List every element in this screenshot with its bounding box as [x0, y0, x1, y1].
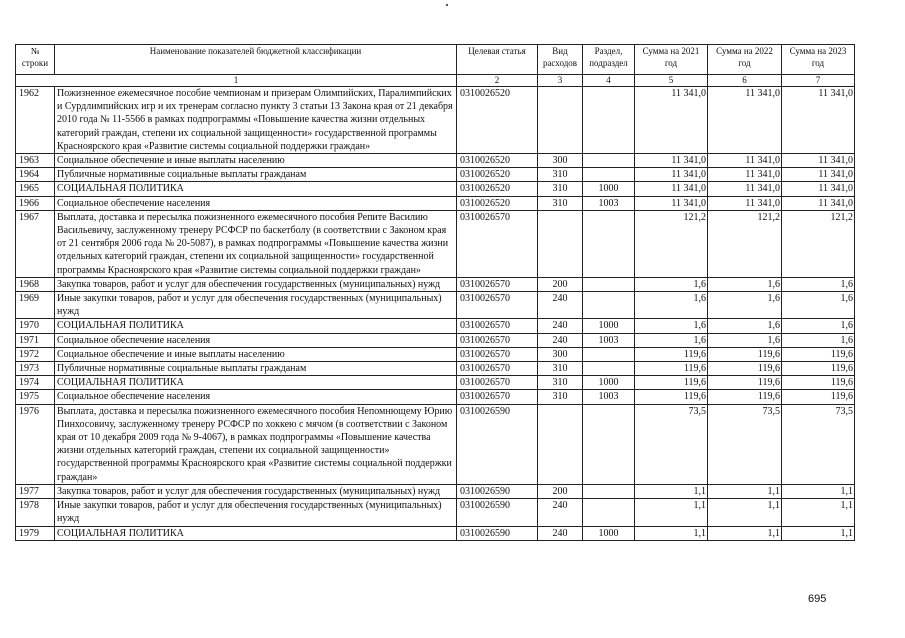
row-vid — [538, 87, 583, 154]
row-vid: 300 — [538, 154, 583, 168]
row-razdel: 1000 — [583, 182, 635, 196]
row-sum-2023: 1,1 — [782, 484, 855, 498]
table-row — [16, 390, 855, 404]
row-name: Закупка товаров, работ и услуг для обеспечения государственных (муниципальных) нужд — [55, 484, 457, 498]
row-name: Социальное обеспечение населения — [55, 196, 457, 210]
row-sum-2021: 1,6 — [635, 277, 708, 291]
row-sum-2022: 119,6 — [708, 390, 782, 404]
row-razdel — [583, 277, 635, 291]
row-sum-2022: 119,6 — [708, 376, 782, 390]
row-name: Социальное обеспечение и иные выплаты населению — [55, 154, 457, 168]
row-razdel — [583, 347, 635, 361]
table-row — [16, 333, 855, 347]
row-target-code: 0310026570 — [457, 333, 538, 347]
row-number: 1972 — [16, 347, 55, 361]
row-sum-2022: 11 341,0 — [708, 182, 782, 196]
table-row — [16, 404, 855, 484]
row-sum-2021: 119,6 — [635, 390, 708, 404]
row-target-code: 0310026570 — [457, 376, 538, 390]
row-sum-2021: 73,5 — [635, 404, 708, 484]
budget-page — [15, 44, 855, 541]
row-sum-2022: 119,6 — [708, 347, 782, 361]
row-number: 1973 — [16, 362, 55, 376]
row-razdel: 1000 — [583, 376, 635, 390]
row-vid: 310 — [538, 376, 583, 390]
column-number: 4 — [583, 75, 635, 87]
row-sum-2023: 11 341,0 — [782, 182, 855, 196]
table-row — [16, 362, 855, 376]
column-number: 6 — [708, 75, 782, 87]
table-row — [16, 499, 855, 526]
row-name: Социальное обеспечение населения — [55, 333, 457, 347]
row-sum-2023: 11 341,0 — [782, 87, 855, 154]
row-number: 1974 — [16, 376, 55, 390]
row-razdel — [583, 499, 635, 526]
header-row-no: № строки — [16, 45, 55, 75]
column-number: 5 — [635, 75, 708, 87]
row-razdel — [583, 404, 635, 484]
row-sum-2021: 121,2 — [635, 210, 708, 277]
column-number: 2 — [457, 75, 538, 87]
row-sum-2023: 1,1 — [782, 499, 855, 526]
row-vid: 310 — [538, 168, 583, 182]
row-sum-2022: 11 341,0 — [708, 87, 782, 154]
row-sum-2021: 1,6 — [635, 319, 708, 333]
table-header — [16, 45, 855, 87]
table-row — [16, 168, 855, 182]
row-sum-2022: 11 341,0 — [708, 196, 782, 210]
row-name: Иные закупки товаров, работ и услуг для обеспечения государственных (муниципальных) нужд — [55, 292, 457, 319]
row-vid: 240 — [538, 333, 583, 347]
header-sum-2022: Сумма на 2022 год — [708, 45, 782, 75]
header-razdel: Раздел, подраздел — [583, 45, 635, 75]
row-razdel: 1003 — [583, 196, 635, 210]
row-sum-2021: 119,6 — [635, 376, 708, 390]
row-target-code: 0310026590 — [457, 484, 538, 498]
row-target-code: 0310026520 — [457, 154, 538, 168]
row-target-code: 0310026570 — [457, 347, 538, 361]
row-razdel — [583, 154, 635, 168]
row-target-code: 0310026520 — [457, 87, 538, 154]
row-sum-2021: 11 341,0 — [635, 154, 708, 168]
row-sum-2021: 119,6 — [635, 362, 708, 376]
row-name: Закупка товаров, работ и услуг для обеспечения государственных (муниципальных) нужд — [55, 277, 457, 291]
row-sum-2023: 1,6 — [782, 292, 855, 319]
row-name: СОЦИАЛЬНАЯ ПОЛИТИКА — [55, 182, 457, 196]
row-vid: 240 — [538, 526, 583, 540]
row-sum-2023: 11 341,0 — [782, 196, 855, 210]
row-vid: 240 — [538, 319, 583, 333]
row-name: Публичные нормативные социальные выплаты гражданам — [55, 168, 457, 182]
row-name: Социальное обеспечение и иные выплаты населению — [55, 347, 457, 361]
row-sum-2023: 119,6 — [782, 390, 855, 404]
row-sum-2022: 121,2 — [708, 210, 782, 277]
row-sum-2021: 11 341,0 — [635, 182, 708, 196]
row-sum-2023: 1,6 — [782, 319, 855, 333]
row-name: Публичные нормативные социальные выплаты гражданам — [55, 362, 457, 376]
row-razdel — [583, 87, 635, 154]
page-number: 695 — [808, 593, 827, 605]
table-row — [16, 319, 855, 333]
row-sum-2023: 11 341,0 — [782, 154, 855, 168]
row-razdel: 1000 — [583, 319, 635, 333]
row-sum-2022: 73,5 — [708, 404, 782, 484]
row-sum-2022: 119,6 — [708, 362, 782, 376]
row-sum-2021: 1,1 — [635, 526, 708, 540]
header-sum-2023: Сумма на 2023 год — [782, 45, 855, 75]
table-row — [16, 347, 855, 361]
row-razdel — [583, 210, 635, 277]
row-sum-2022: 1,1 — [708, 526, 782, 540]
row-sum-2022: 1,6 — [708, 292, 782, 319]
row-target-code: 0310026590 — [457, 526, 538, 540]
row-razdel — [583, 484, 635, 498]
row-number: 1978 — [16, 499, 55, 526]
row-vid: 200 — [538, 277, 583, 291]
row-sum-2021: 11 341,0 — [635, 87, 708, 154]
row-sum-2022: 1,6 — [708, 319, 782, 333]
row-target-code: 0310026570 — [457, 292, 538, 319]
row-vid: 310 — [538, 390, 583, 404]
row-target-code: 0310026590 — [457, 404, 538, 484]
row-name: Выплата, доставка и пересылка пожизненного ежемесячного пособия Репите Василию Васильевичу, заслуженному тренеру РСФСР по баскетболу (в соответствии с Законом края от 21 сентября 2006 года № 20-5087), в рамках подпрограммы «Повышение качества жизни отдельных категорий граждан, степени их социальной защищенности» государственной программы Красноярского края «Развитие системы социальной поддержки граждан» — [55, 210, 457, 277]
budget-table — [15, 44, 855, 541]
row-target-code: 0310026590 — [457, 499, 538, 526]
row-sum-2021: 11 341,0 — [635, 196, 708, 210]
row-name: Социальное обеспечение населения — [55, 390, 457, 404]
row-sum-2023: 119,6 — [782, 362, 855, 376]
row-razdel: 1003 — [583, 333, 635, 347]
scan-speck — [446, 4, 448, 6]
row-sum-2023: 1,6 — [782, 333, 855, 347]
row-vid: 310 — [538, 196, 583, 210]
row-razdel: 1000 — [583, 526, 635, 540]
table-row — [16, 196, 855, 210]
row-sum-2021: 1,6 — [635, 292, 708, 319]
row-target-code: 0310026570 — [457, 362, 538, 376]
row-razdel — [583, 292, 635, 319]
table-row — [16, 277, 855, 291]
column-number: 3 — [538, 75, 583, 87]
row-number: 1969 — [16, 292, 55, 319]
row-vid — [538, 210, 583, 277]
row-sum-2023: 1,6 — [782, 277, 855, 291]
row-target-code: 0310026520 — [457, 182, 538, 196]
table-row — [16, 154, 855, 168]
table-row — [16, 376, 855, 390]
row-sum-2021: 1,1 — [635, 484, 708, 498]
column-number: 1 — [16, 75, 457, 87]
row-name: СОЦИАЛЬНАЯ ПОЛИТИКА — [55, 526, 457, 540]
row-sum-2021: 1,6 — [635, 333, 708, 347]
table-row — [16, 292, 855, 319]
row-razdel: 1003 — [583, 390, 635, 404]
row-vid: 300 — [538, 347, 583, 361]
row-number: 1975 — [16, 390, 55, 404]
row-name: СОЦИАЛЬНАЯ ПОЛИТИКА — [55, 376, 457, 390]
row-sum-2023: 121,2 — [782, 210, 855, 277]
row-razdel — [583, 168, 635, 182]
row-number: 1979 — [16, 526, 55, 540]
row-number: 1962 — [16, 87, 55, 154]
row-sum-2021: 11 341,0 — [635, 168, 708, 182]
row-sum-2021: 1,1 — [635, 499, 708, 526]
row-name: Иные закупки товаров, работ и услуг для обеспечения государственных (муниципальных) нужд — [55, 499, 457, 526]
row-vid: 310 — [538, 182, 583, 196]
row-target-code: 0310026570 — [457, 319, 538, 333]
row-name: Пожизненное ежемесячное пособие чемпионам и призерам Олимпийских, Паралимпийских и Сурдлимпийских игр и их тренерам согласно пункту 3 статьи 13 Закона края от 21 декабря 2010 года № 11-5566 в рамках подпрограммы «Повышение качества жизни отдельных категорий граждан, степени их социальной защищенности» государственной программы Красноярского края «Развитие системы социальной поддержки граждан» — [55, 87, 457, 154]
row-vid: 240 — [538, 292, 583, 319]
row-vid: 310 — [538, 362, 583, 376]
row-target-code: 0310026520 — [457, 196, 538, 210]
row-number: 1964 — [16, 168, 55, 182]
table-body — [16, 87, 855, 541]
header-sum-2021: Сумма на 2021 год — [635, 45, 708, 75]
table-row — [16, 484, 855, 498]
table-row — [16, 182, 855, 196]
table-row — [16, 210, 855, 277]
row-number: 1967 — [16, 210, 55, 277]
table-row — [16, 87, 855, 154]
row-name: Выплата, доставка и пересылка пожизненного ежемесячного пособия Непомнющему Юрию Пинхосовичу, заслуженному тренеру РСФСР по хоккею с мячом (в соответствии с Законом края от 10 декабря 2009 года № 9-4067), в рамках подпрограммы «Повышение качества жизни отдельных категорий граждан, степени их социальной защищенности» государственной программы Красноярского края «Развитие системы социальной поддержки граждан» — [55, 404, 457, 484]
row-number: 1977 — [16, 484, 55, 498]
row-vid: 240 — [538, 499, 583, 526]
row-sum-2021: 119,6 — [635, 347, 708, 361]
row-number: 1963 — [16, 154, 55, 168]
row-sum-2022: 11 341,0 — [708, 154, 782, 168]
column-number: 7 — [782, 75, 855, 87]
row-target-code: 0310026520 — [457, 168, 538, 182]
header-vid: Вид расходов — [538, 45, 583, 75]
row-sum-2022: 11 341,0 — [708, 168, 782, 182]
table-row — [16, 526, 855, 540]
row-sum-2022: 1,6 — [708, 333, 782, 347]
row-number: 1971 — [16, 333, 55, 347]
row-number: 1968 — [16, 277, 55, 291]
row-sum-2022: 1,6 — [708, 277, 782, 291]
column-number-row — [16, 75, 855, 87]
row-target-code: 0310026570 — [457, 277, 538, 291]
row-sum-2023: 1,1 — [782, 526, 855, 540]
row-target-code: 0310026570 — [457, 390, 538, 404]
row-sum-2023: 119,6 — [782, 376, 855, 390]
row-number: 1966 — [16, 196, 55, 210]
row-number: 1970 — [16, 319, 55, 333]
row-sum-2023: 119,6 — [782, 347, 855, 361]
row-razdel — [583, 362, 635, 376]
header-name: Наименование показателей бюджетной классификации — [55, 45, 457, 75]
row-target-code: 0310026570 — [457, 210, 538, 277]
row-number: 1976 — [16, 404, 55, 484]
row-vid — [538, 404, 583, 484]
row-vid: 200 — [538, 484, 583, 498]
row-sum-2022: 1,1 — [708, 484, 782, 498]
row-name: СОЦИАЛЬНАЯ ПОЛИТИКА — [55, 319, 457, 333]
row-sum-2023: 11 341,0 — [782, 168, 855, 182]
header-target: Целевая статья — [457, 45, 538, 75]
row-sum-2022: 1,1 — [708, 499, 782, 526]
row-sum-2023: 73,5 — [782, 404, 855, 484]
header-row — [16, 45, 855, 75]
row-number: 1965 — [16, 182, 55, 196]
